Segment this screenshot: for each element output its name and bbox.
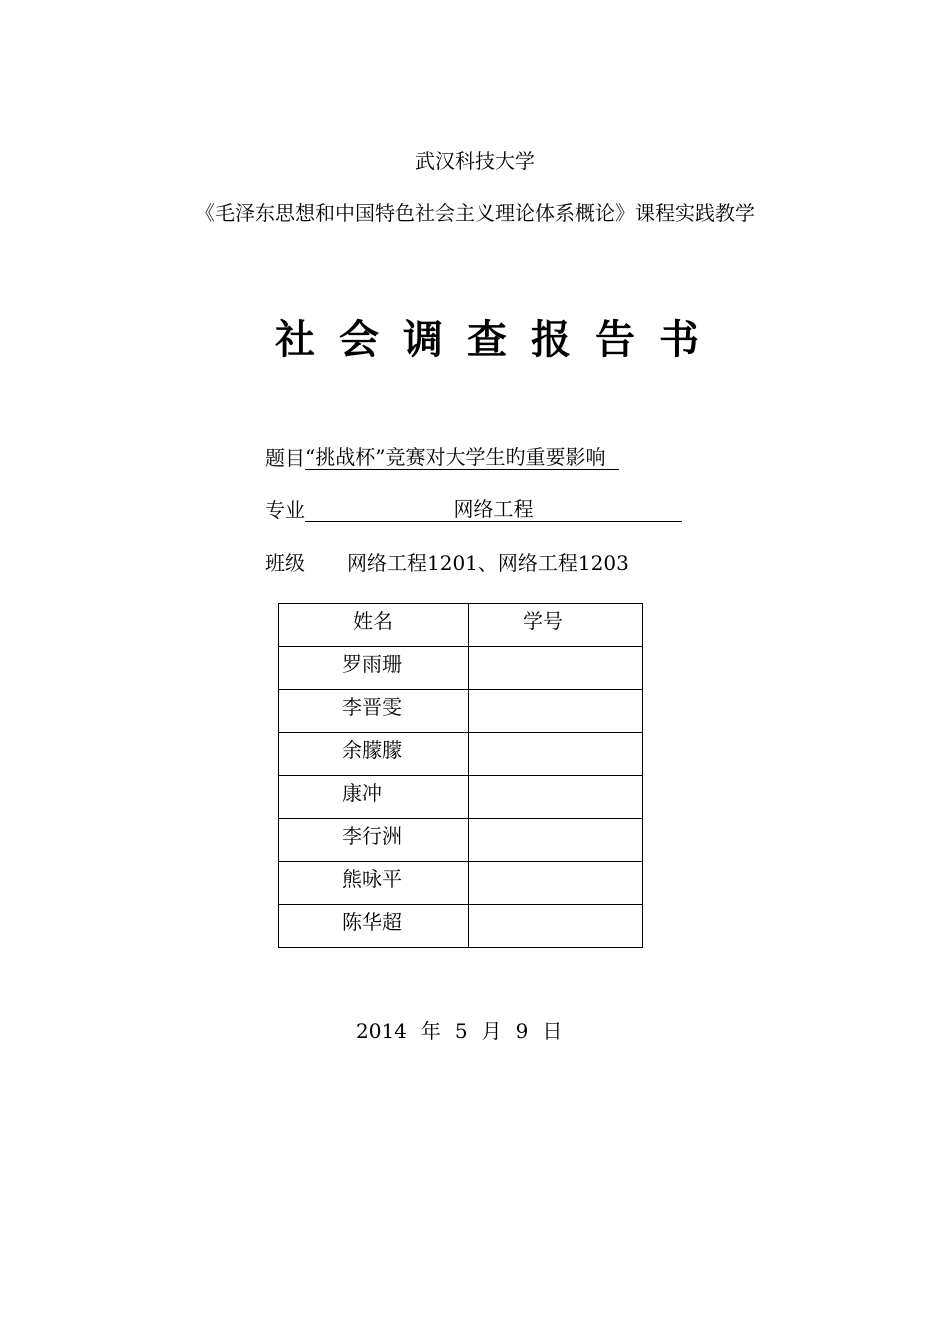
date-month: 5 xyxy=(454,1019,468,1043)
report-title: 社会调查报告书 xyxy=(275,316,723,363)
member-name: 李行洲 xyxy=(279,819,469,862)
member-id xyxy=(469,905,643,948)
member-id xyxy=(469,819,643,862)
date-month-unit: 月 xyxy=(481,1019,502,1043)
major-value: 网络工程 xyxy=(305,497,682,522)
member-table xyxy=(278,603,643,948)
table-header-row xyxy=(279,604,643,647)
major-field xyxy=(265,497,682,523)
report-date xyxy=(356,1018,576,1044)
member-id xyxy=(469,862,643,905)
course-name: 《毛泽东思想和中国特色社会主义理论体系概论》课程实践教学 xyxy=(195,201,755,225)
student-id-column-header: 学号 xyxy=(469,604,643,647)
member-name: 康冲 xyxy=(279,776,469,819)
class-value: 网络工程1201、网络工程1203 xyxy=(347,551,629,575)
class-field xyxy=(265,550,629,576)
class-label: 班级 xyxy=(265,551,305,575)
table-row xyxy=(279,905,643,948)
member-id xyxy=(469,776,643,819)
table-row xyxy=(279,690,643,733)
university-name: 武汉科技大学 xyxy=(415,149,535,173)
member-name: 罗雨珊 xyxy=(279,647,469,690)
member-id xyxy=(469,733,643,776)
member-name: 余朦朦 xyxy=(279,733,469,776)
date-day: 9 xyxy=(515,1019,529,1043)
member-id xyxy=(469,690,643,733)
table-row xyxy=(279,647,643,690)
table-row xyxy=(279,733,643,776)
member-id xyxy=(469,647,643,690)
name-column-header: 姓名 xyxy=(279,604,469,647)
date-year: 2014 xyxy=(356,1019,407,1043)
topic-value: “挑战杯”竞赛对大学生旳重要影响 xyxy=(305,445,619,470)
table-row xyxy=(279,862,643,905)
topic-label: 题目 xyxy=(265,446,305,470)
table-row xyxy=(279,819,643,862)
topic-field xyxy=(265,445,619,471)
member-name: 陈华超 xyxy=(279,905,469,948)
member-name: 熊咏平 xyxy=(279,862,469,905)
major-label: 专业 xyxy=(265,498,305,522)
member-name: 李晋雯 xyxy=(279,690,469,733)
date-day-unit: 日 xyxy=(542,1019,563,1043)
table-row xyxy=(279,776,643,819)
date-year-unit: 年 xyxy=(420,1019,441,1043)
